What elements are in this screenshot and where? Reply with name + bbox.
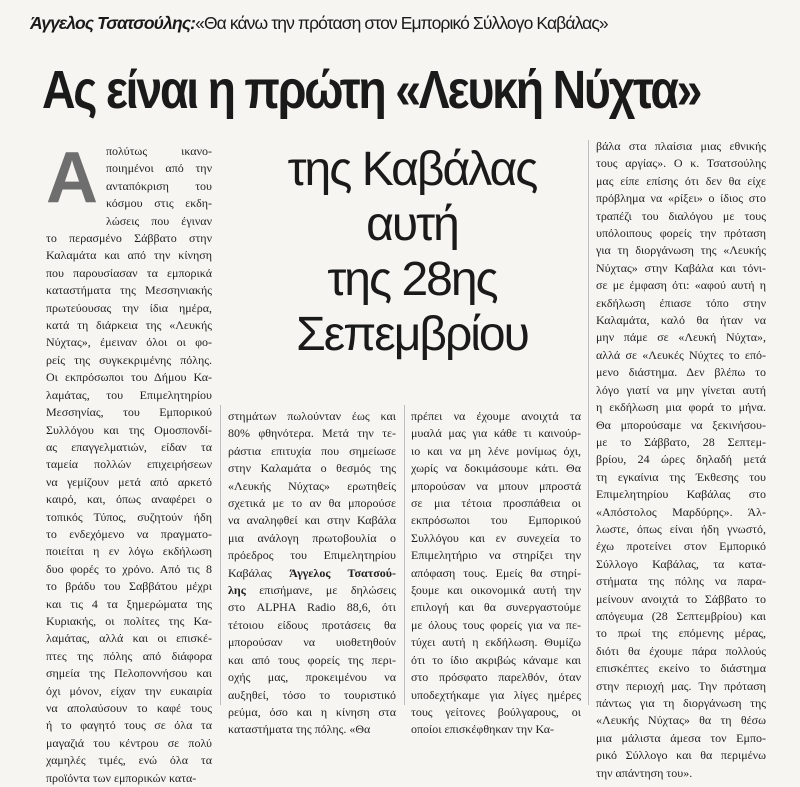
text-line: δυο φορές το χρόνο. Από τις 8 <box>46 561 212 576</box>
text-line: καιρό, και, όπως αναφέρει ο <box>46 492 212 507</box>
column-divider <box>220 405 221 705</box>
text-line: ή το φαγητό τους σε όλα τα <box>46 718 212 733</box>
text-line: σημεία της Πελοποννήσου και <box>46 666 212 681</box>
text-line: πρόβλημα να «ρίξει» ο ίδιος στο <box>596 191 766 206</box>
text-line: ας επαγγελματιών, είδαν τα <box>46 439 212 454</box>
text-line: μπορούσαν να μπουν μπροστά <box>411 478 581 493</box>
subhead-line: αυτή <box>366 198 458 251</box>
text-line: Επιμελητηρίου Καβάλας στο <box>596 487 766 502</box>
text-line: λης επισήμανε, με δηλώσεις <box>228 583 396 598</box>
text-line: μαγαζιά του κέντρου σε πολύ <box>46 735 212 750</box>
text-line: με όλους τους φορείς για να πε- <box>411 617 581 632</box>
subhead-line: της 28ης <box>327 253 497 306</box>
text-line: διότι θα έχουμε πάρα πολλούς <box>596 643 766 658</box>
text-line: σε μια τέτοια προσπάθεια οι <box>411 496 581 511</box>
text-line: Καβάλας Άγγελος Τσατσού- <box>228 565 396 580</box>
text-line: μια μάλιστα άμεσα τον Εμπο- <box>596 730 766 745</box>
text-line: την απάντηση του». <box>596 765 693 780</box>
text-line: στην περιοχή μας. Την πρόταση <box>596 678 766 693</box>
text-line: ξουμε και οικονομικά αυτή την <box>411 583 581 598</box>
text-line: να αναληφθεί και στην Καβάλα <box>228 513 396 528</box>
text-line: μενο διάστημα. Δεν βλέπω το <box>596 365 766 380</box>
column-divider <box>404 405 405 705</box>
text-line: 80% φθηνότερα. Μετά την τε- <box>228 426 396 441</box>
text-line: καταστήματα της πόλης. «Θα <box>228 722 371 737</box>
text-column-1 <box>46 138 212 787</box>
text-line: το ενδεχόμενο να πραγματο- <box>46 526 212 541</box>
text-line: Θα μπορούσαμε να ξεκινήσου- <box>596 417 766 432</box>
text-line: πάντως για τη διοργάνωση της <box>596 696 766 710</box>
text-line: Συλλόγου και της Ομοσπονδί- <box>46 422 212 437</box>
text-line: Επιμελητήριο να στηρίξει την <box>411 548 581 563</box>
drop-cap: Α <box>46 138 98 218</box>
text-column-2 <box>228 408 396 739</box>
text-line: να γεμίζουν μετά από αρκετό <box>46 474 212 489</box>
text-line: στο ALPHA Radio 88,6, ότι <box>228 600 396 615</box>
text-line: και από τους φορείς της περι- <box>228 652 396 667</box>
text-line: εκπρόσωποι του Εμπορικού <box>411 513 581 528</box>
text-line: και τις 4 τα ξημερώματα της <box>46 596 212 611</box>
bold-name: λης <box>228 583 246 598</box>
text-line: «Απόστολος Μαρδύρης». Άλ- <box>596 504 766 519</box>
kicker-quote: «Θα κάνω την πρόταση στον Εμπορικό Σύλλογο Καβάλας» <box>195 13 608 33</box>
text-line: αλλά σε «Λευκές Νύχτες το επό- <box>596 347 766 362</box>
text-line: ρικό Σύλλογο και θα περιμένω <box>596 748 766 763</box>
text-line: μια ανάλογη πρωτοβουλία ο <box>228 530 396 545</box>
text-line: ποιείται η εν λόγω εκδήλωση <box>46 544 212 559</box>
text-line: επιλογή και θα συνεργαστούμε <box>411 600 581 615</box>
text-line: λωστε, όπως είναι ήδη γνωστό, <box>596 521 766 536</box>
text-column-4 <box>596 138 766 782</box>
text-line: πρόεδρος του Επιμελητηρίου <box>228 548 396 563</box>
text-line: πτες της πόλης από διάφορα <box>46 648 212 663</box>
text-column-3 <box>411 408 581 739</box>
text-line: λαμάτας, αλλά και οι επισκέ- <box>46 631 212 646</box>
text-line: τέτοιου είδους προτάσεις θα <box>228 617 396 632</box>
text-line: τραπέζι του διαλόγου με τους <box>596 208 766 223</box>
text-line: για τη διοργάνωση της «Λευκής <box>596 243 766 258</box>
text-line: καταστήματα της Μεσσηνιακής <box>46 283 212 298</box>
text-line: στο πρόσφατο παρελθόν, όταν <box>411 670 581 685</box>
text-line: στην Καλαμάτα ο θεσμός της <box>228 461 396 476</box>
text-line: το περασμένο Σάββατο στην <box>46 231 212 246</box>
text-line: ταμεία πολλών επιχειρήσεων <box>46 457 212 472</box>
article-subhead <box>232 142 592 362</box>
text-line: υποδεχτήκαμε για λίγες ημέρες <box>411 687 581 702</box>
text-line: υπόλοιπους φορείς την πρόταση <box>596 226 766 241</box>
text-line: κατά τη διάρκεια της «Λευκής <box>46 318 212 333</box>
bold-name: Άγγελος Τσατσού- <box>289 565 396 580</box>
article-headline: Ας είναι η πρώτη «Λευκή Νύχτα» <box>42 60 701 120</box>
text-line: προϊόντα των εμπορικών κατα- <box>46 770 197 785</box>
text-line: Καλαμάτα, καλό θα ήταν να <box>596 313 766 328</box>
text-line: σε με έμφαση ότι: «αφού αυτή η <box>596 278 766 293</box>
text-line: εκδήλωση έπιασε τόπο στην <box>596 295 766 310</box>
text-line: όχι μόνον, είχαν την ευκαιρία <box>46 683 212 698</box>
text-line: πρέπει να έχουμε ανοιχτά τα <box>411 409 581 423</box>
text-line: ότι το ίδιο ακριβώς κάναμε και <box>411 652 581 667</box>
text-line: Οι εκπρόσωποι του Δήμου Κα- <box>46 370 212 385</box>
text-line: βάλα στα πλαίσια μιας εθνικής <box>596 139 766 153</box>
text-line: απόφαση τους. Εμείς θα στηρί- <box>411 565 581 580</box>
text-line: πολύτως ικανο- <box>106 144 212 158</box>
text-line: απόγευμα (28 Σεπτεμβρίου) και <box>596 608 766 623</box>
text-line: μείνουν ανοιχτά το Σάββατο το <box>596 591 766 606</box>
text-line: μας είπε επίσης ότι δεν θα είχε <box>596 173 766 188</box>
text-line: ρείς της συγκεκριμένης πόλης. <box>46 352 212 367</box>
text-line: το βράδυ του Σαββάτου μέχρι <box>46 579 212 594</box>
text-line: τη εγκαίνια της Έκθεσης του <box>596 469 766 484</box>
text-line: βρίου, 24 ώρες δηλαδή μετά <box>596 452 766 467</box>
text-line: το πρωί της επόμενης μέρας, <box>596 626 766 641</box>
text-line: που παρουσίασαν τα εμπορικά <box>46 265 212 280</box>
text-line: τους αργίας». Ο κ. Τσατσούλης <box>596 156 766 171</box>
text-line: «Λευκής Νύχτας» ερωτηθείς <box>228 478 396 493</box>
text-line: επισκέπτες εκείνο το διάστημα <box>596 661 766 676</box>
text-line: μυαλά μας για κάθε τι καινούρ- <box>411 426 581 441</box>
text-line: Νύχτας» στην Καβάλα και τόνι- <box>596 260 766 275</box>
text-line: Κυριακής, οι πολίτες της Κα- <box>46 613 212 628</box>
text-line: οχής μας, προκειμένου να <box>228 670 396 685</box>
text-line: οποίοι επισκέφθηκαν την Κα- <box>411 722 555 737</box>
text-line: στημάτων πωλούνταν έως και <box>228 409 396 423</box>
text-line: λαμάτας, του Επιμελητηρίου <box>46 387 212 402</box>
text-line: «Λευκής Νύχτας» θα τη θέσω <box>596 713 766 728</box>
subhead-line: Σεπεμβρίου <box>296 308 528 361</box>
text-line: χωρίς να δοκιμάσουμε κάτι. Θα <box>411 461 581 476</box>
text-line: τους γείτονες βούλγαρους, οι <box>411 704 581 719</box>
text-line: λώσεις που έγιναν <box>106 213 212 228</box>
text-line: μην πάμε σε «Λευκή Νύχτα», <box>596 330 766 345</box>
kicker-name: Άγγελος Τσατσούλης: <box>30 13 196 33</box>
text-line: έχω προτείνει στον Εμπορικό <box>596 539 766 554</box>
text-line: Σύλλογο Καβάλας, τα κατα- <box>596 556 766 571</box>
text-line: λόγο γιατί να μην γίνεται αυτή <box>596 382 766 397</box>
text-line: ράστια επιτυχία που σημείωσε <box>228 443 396 458</box>
text-line: τύχει αυτή η εκδήλωση. Θυμίζω <box>411 635 581 650</box>
text-line: η εκδήλωση μια φορά το μήνα. <box>596 400 766 415</box>
subhead-line: της Καβάλας <box>287 143 537 196</box>
text-line: ιο και να μη λένε μονίμως όχι, <box>411 443 581 458</box>
article-kicker <box>30 12 780 34</box>
text-line: στήματα της πόλης να παρα- <box>596 574 766 589</box>
text-line: τοπικός Τύπος, συζητούν ήδη <box>46 509 212 524</box>
text-line: Καλαμάτα και από την κίνηση <box>46 248 212 263</box>
text-line: κόσμου στις εκδη- <box>106 196 212 211</box>
text-line: πρωτεύουσας την ίδια ημέρα, <box>46 300 212 315</box>
text-line: σχετικά με το αν θα μπορούσε <box>228 496 396 511</box>
text-line: Νύχτας», έμειναν όλοι οι φο- <box>46 335 212 350</box>
column-divider <box>588 140 589 705</box>
text-line: να απολαύσουν το καφέ τους <box>46 701 212 715</box>
text-line: ρεύμα, όσο και η κίνηση στα <box>228 704 396 719</box>
text-line: Συλλόγου και εν συνεχεία το <box>411 530 581 545</box>
text-line: με το Σάββατο, 28 Σεπτεμ- <box>596 434 766 449</box>
text-line: Μεσσηνίας, του Εμπορικού <box>46 405 212 420</box>
text-line: αυξηθεί, τόσο το τουριστικό <box>228 687 396 702</box>
text-line: ποιημένοι από την <box>106 161 212 176</box>
text-line: χαμηλές τιμές, ενώ όλα τα <box>46 753 212 768</box>
text-line: ανταπόκριση του <box>106 178 212 193</box>
text-line: μπορούσαν να υιοθετηθούν <box>228 635 396 650</box>
